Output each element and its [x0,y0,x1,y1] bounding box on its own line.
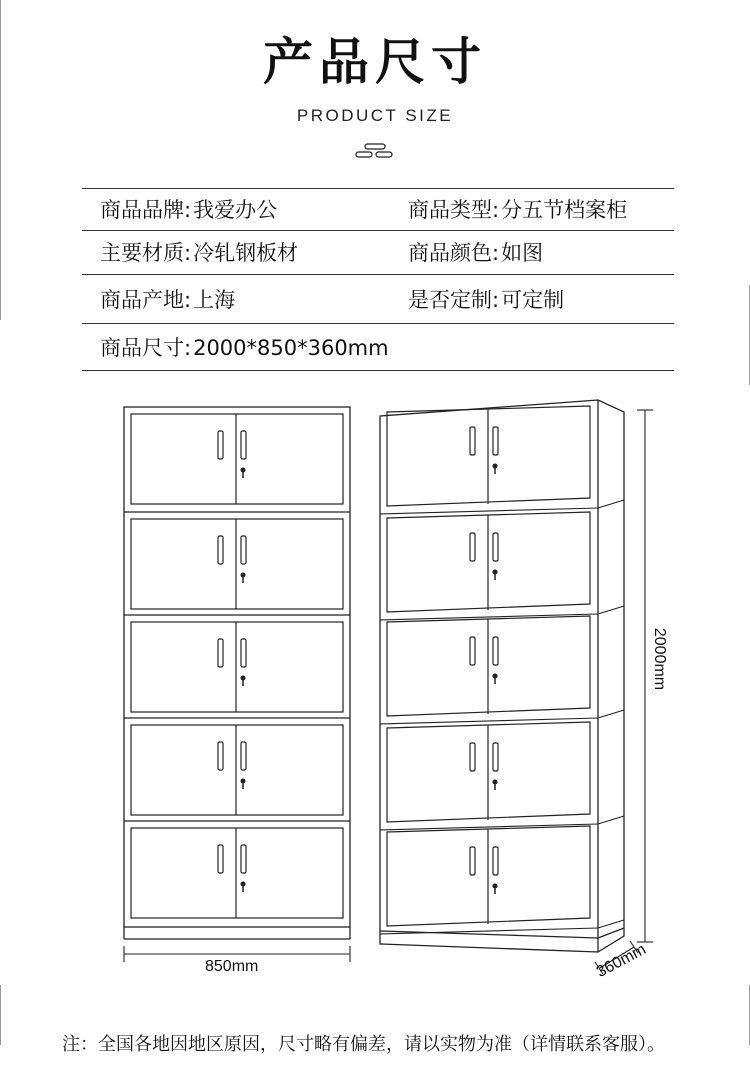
cabinet-section [131,828,343,918]
page-title: 产品尺寸 [263,33,487,91]
spec-value: 冷轧钢板材 [193,241,299,265]
spec-label: 主要材质 [100,241,184,265]
handle-icon [493,427,498,455]
spec-label: 商品类型 [408,198,492,222]
cabinet-section [131,622,343,712]
spec-separator: : [184,241,192,265]
handle-icon [218,536,223,564]
lock-icon [241,468,246,473]
handle-icon [470,533,475,561]
spec-label: 商品品牌 [100,198,184,222]
lock-icon [493,674,498,679]
handle-icon [493,743,498,771]
handle-icon [493,533,498,561]
handle-icon [218,639,223,667]
handle-icon [470,743,475,771]
spec-value: 分五节档案柜 [501,198,628,222]
spec-separator: : [184,336,192,360]
spec-value: 如图 [501,241,544,265]
cabinet-section [380,616,624,724]
lock-icon [241,779,246,784]
handle-icon [241,639,246,667]
lock-icon [241,676,246,681]
width-label: 850mm [205,958,259,975]
handle-icon [241,742,246,770]
spec-value: 上海 [193,288,236,312]
spec-separator: : [184,198,192,222]
handle-icon [493,637,498,665]
spec-separator: : [492,198,500,222]
footnote: 注：全国各地因地区原因，尺寸略有偏差，请以实物为准（详情联系客服）。 [62,1034,665,1055]
cabinet-section [131,725,343,815]
handle-icon [241,536,246,564]
lock-icon [493,780,498,785]
spec-separator: : [492,241,500,265]
lock-icon [493,464,498,469]
handle-icon [241,431,246,459]
cabinet-section [380,406,624,514]
handle-icon [470,637,475,665]
spec-value: 可定制 [501,288,565,312]
cabinet-section [380,512,624,620]
spec-label: 商品尺寸 [100,336,184,360]
cabinet-section [380,722,624,830]
spec-label: 商品产地 [100,288,184,312]
lock-icon [241,573,246,578]
front-cabinet [124,407,350,939]
handle-icon [218,431,223,459]
cabinet-section [131,414,343,504]
handle-icon [470,427,475,455]
page-subtitle: PRODUCT SIZE [296,106,454,125]
spec-separator: : [492,288,500,312]
lock-icon [241,882,246,887]
height-label: 2000mm [651,627,669,691]
lock-icon [493,884,498,889]
handle-icon [218,845,223,873]
handle-icon [470,847,475,875]
spec-value: 2000*850*360mm [193,336,389,360]
handle-icon [218,742,223,770]
lock-icon [493,570,498,575]
cabinet-section [380,826,624,934]
side-cabinet [380,400,624,952]
spec-value: 我爱办公 [193,198,278,222]
cabinet-section [131,519,343,609]
spec-label: 是否定制 [408,288,492,312]
handle-icon [241,845,246,873]
spec-separator: : [184,288,192,312]
depth-label: 360mm [593,941,649,982]
handle-icon [493,847,498,875]
spec-label: 商品颜色 [408,241,492,265]
